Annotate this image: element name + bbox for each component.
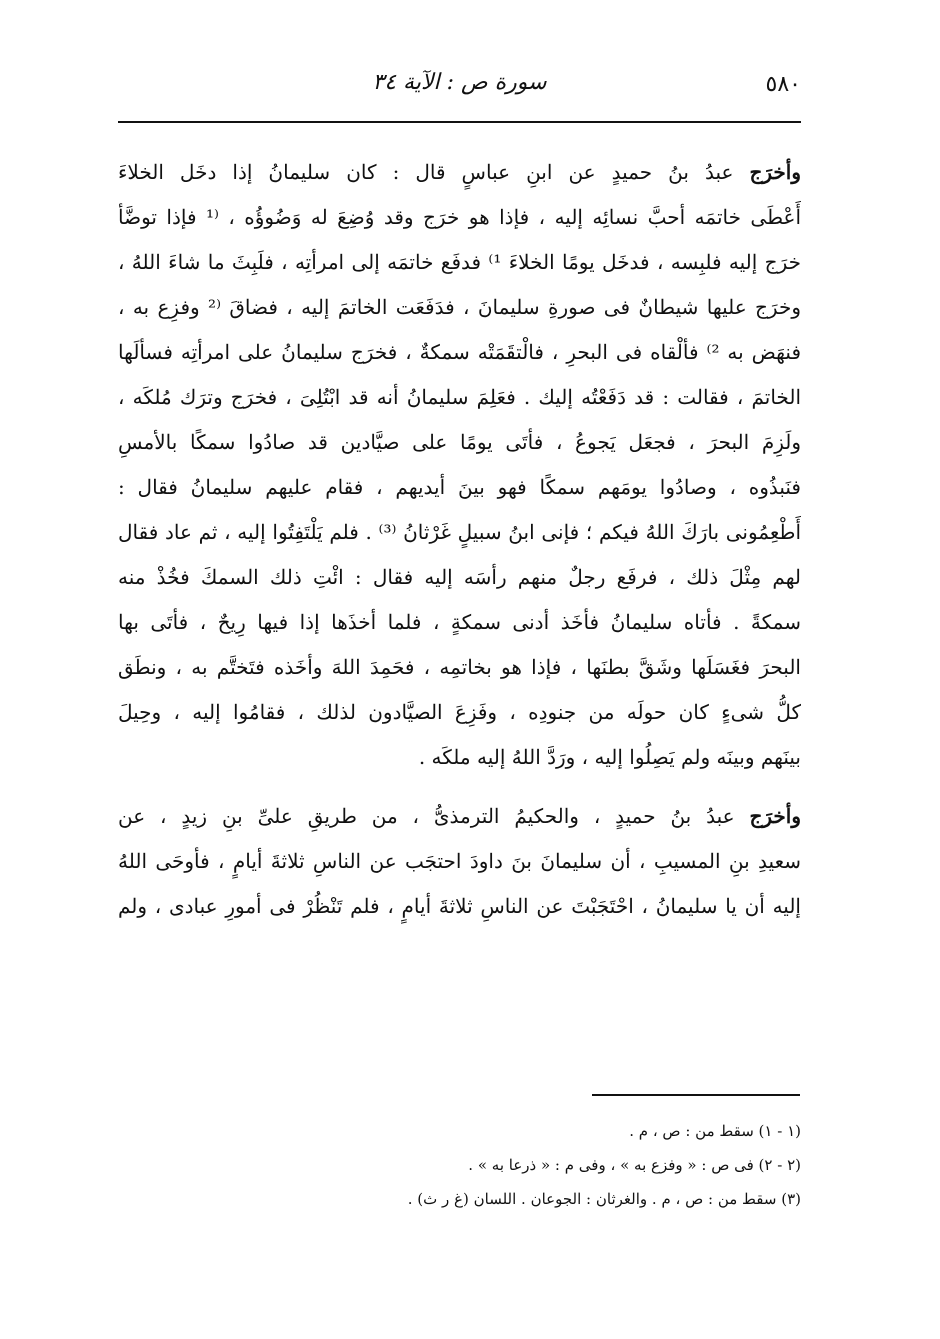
text-line [118, 794, 801, 839]
text-line: لهم مِثْلَ ذلك ، فرفَع رجلٌ منهم رأسَه إليه فقال : ائْتِ ذلك السمكَ فخُذْ منه [118, 565, 801, 589]
text-line: أَعْطَى خاتمَه أحبَّ نسائِه إليه ، فإذا هو خرَج وقد وُضِعَ له وَضُوؤُه ، ⁽¹ فإذا توضَّأ [118, 205, 801, 229]
lead-word: وأخرَج [749, 160, 801, 184]
text-line: الخاتمَ ، فقالت : قد دَفَعْتُه إليك . فعَلِمَ سليمانُ أنه قد ابْتُلِىَ ، فخرَج وترَك مُلكَه ، [118, 385, 801, 409]
text-line: ولَزِمَ البحرَ ، فجعَل يَجوعُ ، فأتَى يومًا على صيَّادين قد صادُوا سمكًا بالأمسِ [118, 430, 801, 454]
header-rule [118, 121, 801, 123]
line-text: عبدُ بنُ حميدٍ عن ابنِ عباسٍ قال : كان سليمانُ إذا دخَل الخلاءَ [118, 160, 734, 184]
page-header [118, 66, 801, 110]
text-line: كلُّ شىءٍ كان حولَه من جنودِه ، وفَزِعَ الصيَّادون لذلك ، فقامُوا إليه ، وحِيلَ [118, 700, 801, 724]
text-line: فنَبذُوه ، وصادُوا يومَهم سمكًا فهو بينَ أيديهم ، فقام عليهم سليمانُ فقال : [118, 475, 801, 499]
text-line: فنهَض به ²⁾ فألْقاه فى البحرِ ، فالْتقَمَتْه سمكةٌ ، فخرَج سليمانُ على امرأتِه فسألَها [118, 340, 801, 364]
footnote-rule [592, 1094, 800, 1096]
text-line [118, 150, 801, 195]
text-line: وخرَج عليها شيطانٌ فى صورةِ سليمانَ ، فدَفَعَت الخاتمَ إليه ، فضاقَ ⁽² وفزِع به ، [118, 295, 801, 319]
text-line: سعيدِ بنِ المسيبِ ، أن سليمانَ بنَ داودَ احتجَب عن الناسِ ثلاثةَ أيامٍ ، فأوحَى اللهُ [118, 849, 801, 873]
footnote: (٣) سقط من : ص ، م . والغرثان : الجوعان . اللسان (غ ر ث) . [407, 1190, 801, 1208]
text-line: إليه أن يا سليمانُ ، احْتَجَبْتَ عن الناسِ ثلاثةَ أيامٍ ، فلم تَنْظُرْ فى أمورِ عبادى ، ولم [118, 894, 801, 918]
footnote: (١ - ١) سقط من : ص ، م . [629, 1122, 801, 1140]
text-line: أَطْعِمُونى بارَكَ اللهُ فيكم ؛ فإنى ابنُ سبيلٍ غَرْثانُ ⁽³⁾ . فلم يَلْتَفِتُوا إليه ، ثم عاد فقال [118, 520, 801, 544]
footnotes [118, 1114, 801, 1216]
lead-word: وأخرَج [749, 804, 801, 828]
text-line: بينَهم وبينَه ولم يَصِلُوا إليه ، ورَدَّ اللهُ إليه ملكَه . [418, 745, 801, 769]
text-line: سمكةً . فأتاه سليمانُ فأخَذ أدنى سمكةٍ ، فلما أخذَها إذا فيها رِيحٌ ، فأتَى بها [118, 610, 801, 634]
running-title: سورة ص : الآية ٣٤ [372, 70, 547, 95]
page-number: ٥٨٠ [765, 72, 801, 97]
footnote: (٢ - ٢) فى ص : « وفزع به » ، وفى م : « ذرعا به » . [468, 1156, 801, 1174]
text-line: خرَج إليه فلبِسه ، فدخَل يومًا الخلاءَ ¹⁾ فدفَع خاتمَه إلى امرأتِه ، فلَبِثَ ما شاءَ اللهُ ، [118, 250, 801, 274]
body-text [118, 150, 801, 929]
paragraph-gap [118, 780, 801, 794]
line-text: عبدُ بنُ حميدٍ ، والحكيمُ الترمذىُّ ، من طريقِ علىِّ بنِ زيدٍ ، عن [118, 804, 735, 828]
text-line: البحرَ فغَسَلَها وشَقَّ بطنَها ، فإذا هو بخاتمِه ، فحَمِدَ اللهَ وأخَذه فتَختَّم به ، ونطَق [118, 655, 801, 679]
